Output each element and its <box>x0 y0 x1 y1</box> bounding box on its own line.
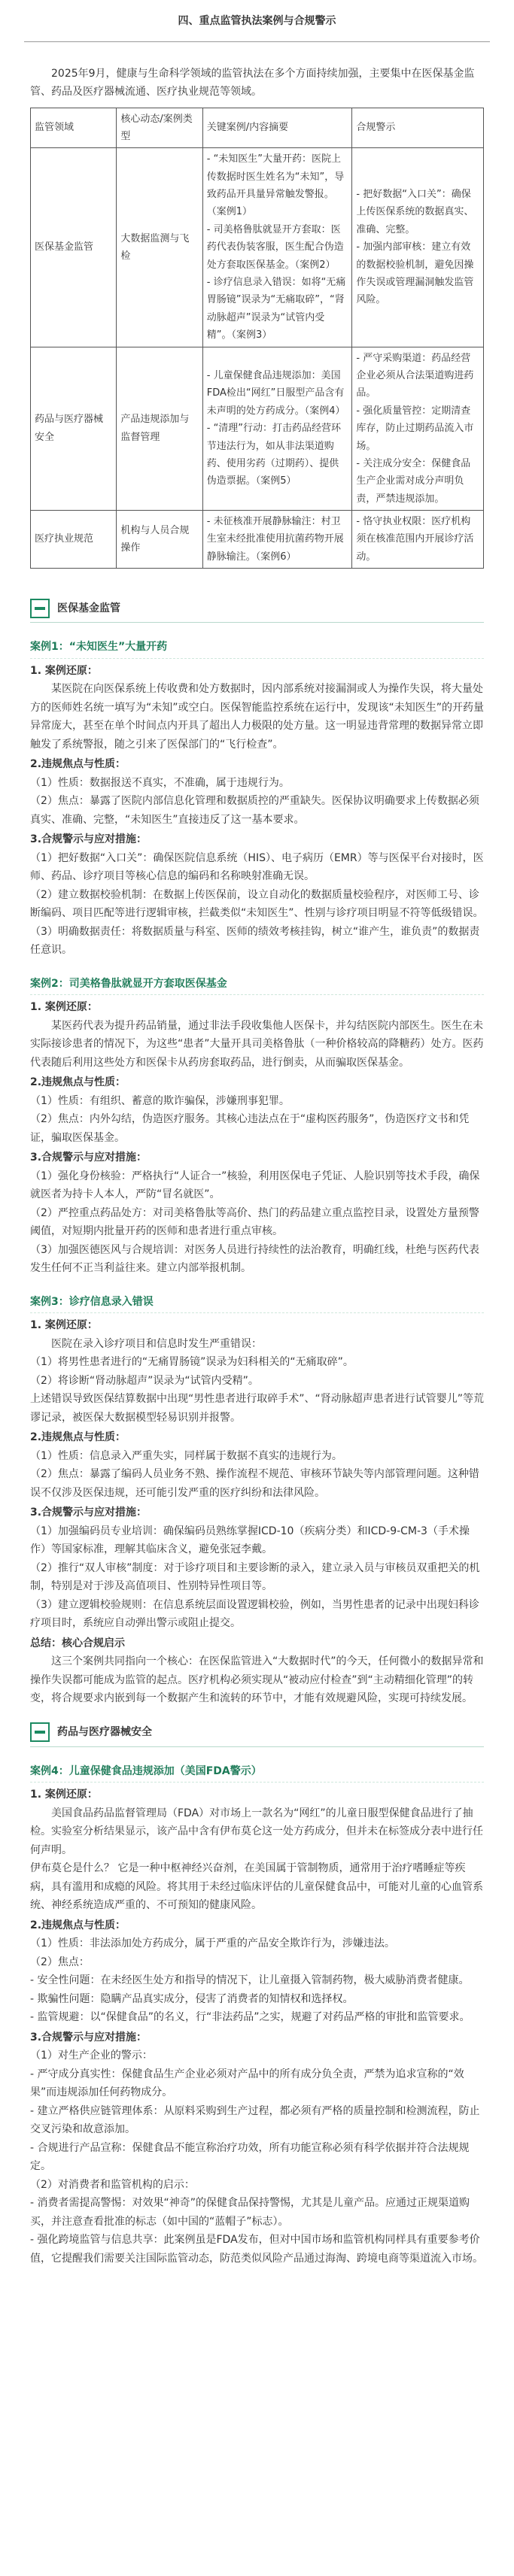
domain-cell-line: 医疗执业规范 <box>35 533 94 545</box>
subheading: 2.违规焦点与性质： <box>30 1076 126 1089</box>
summary-table <box>30 108 484 569</box>
text-line: （2）严控重点药品处方：对司美格鲁肽等高价、热门的药品建立重点监控目录，设置处方量预警阈值，对短期内批量开药的医师和患者进行重点审核。 <box>30 1206 479 1238</box>
text-line: （1）把好数据“入口关”：确保医院信息系统（HIS）、电子病历（EMR）等与医保平台对接时，医师、药品、诊疗项目等核心信息的编码和名称映射准确无误。 <box>30 851 484 883</box>
paragraph: 某医院在向医保系统上传收费和处方数据时，因内部系统对接漏洞或人为操作失误，将大量处方的医师姓名统一填写为“未知”或空白。医保智能监控系统在运行中，发现该“未知医生”的开药量异常庞大，甚至在单个时间点内开具了超出人力极限的处方量。这一明显违背常理的数据异常立即触发了系统警报，随之引来了医保部门的“飞行检查”。 <box>30 683 485 751</box>
warning-cell <box>352 148 484 347</box>
paragraph: 某医药代表为提升药品销量，通过非法手段收集他人医保卡，并勾结医院内部医生。医生在未实际接诊患者的情况下，为这些“患者”大量开具司美格鲁肽（一种价格较高的降糖药）处方。医药代表随后利用这些处方和医保卡从药房套取药品，进行倒卖，从而骗取医保基金。 <box>30 1019 484 1069</box>
table-row <box>31 347 484 511</box>
text-line: （1）强化身份核验：严格执行“人证合一”核验，利用医保电子凭证、人脸识别等技术手段，确保就医者为持卡人本人，严防“冒名就医”。 <box>30 1170 480 1201</box>
warning-cell-line: - 把好数据“入口关”：确保上传医保系统的数据真实、准确、完整。 <box>356 189 474 235</box>
text-line: - 强化跨境监管与信息共享：此案例虽是FDA发布，但对中国市场和监管机构同样具有重要参考价值，它提醒我们需要关注国际监管动态，防范类似风险产品通过海淘、跨境电商等渠道流入市场。 <box>30 2234 483 2265</box>
text-line: - 安全性问题：在未经医生处方和指导的情况下，让儿童摄入管制药物，极大威胁消费者健康。 <box>30 1974 470 1987</box>
subheading: 2.违规焦点与性质： <box>30 1431 126 1444</box>
text-line: - 监管规避：以“保健食品”的名义，行“非法药品”之实，规避了对药品严格的审批和监管要求。 <box>30 2011 470 2024</box>
section-heading <box>30 594 484 623</box>
case-title: 案例1：“未知医生”大量开药 <box>30 638 484 659</box>
paragraph: 这三个案例共同指向一个核心：在医保监管进入“大数据时代”的今天，任何微小的数据异常和操作失误都可能成为监管的起点。医疗机构必须实现从“被动应付检查”到“主动精细化管理”的转变，将合规要求内嵌到每一个数据产生和流转的环节中，才能有效规避风险，实现可持续发展。 <box>30 1655 484 1705</box>
subheading: 1. 案例还原： <box>30 1319 98 1332</box>
summary-cell-line: - “未知医生”大量开药：医院上传数据时医生姓名为“未知”，导致药品开具量异常触发警报。（案例1） <box>206 153 345 218</box>
summary-cell-line: - 儿童保健食品违规添加：美国FDA检出“网红”日服型产品含有未声明的处方药成分。（案例4） <box>206 369 345 417</box>
warning-cell-line: - 强化质量管控：定期清查库存，防止过期药品流入市场。 <box>356 405 474 452</box>
table-header-cell: 核心动态/案例类型 <box>117 108 202 148</box>
summary-cell-line: - “清理”行动：打击药品经营环节违法行为，如从非法渠道购药、使用劣药（过期药）、提供伪造票据。（案例5） <box>206 423 342 487</box>
text-line: - 建立严格供应链管理体系：从原料采购到生产过程，都必须有严格的质量控制和检测流程，防止交叉污染和故意添加。 <box>30 2104 480 2136</box>
subheading: 3.合规警示与应对措施： <box>30 1506 148 1519</box>
subheading: 1. 案例还原： <box>30 1789 98 1801</box>
text-line: （2）焦点： <box>30 1956 90 1968</box>
table-row <box>31 148 484 347</box>
type-cell-line: 产品违规添加与监督管理 <box>120 414 190 443</box>
table-header-cell: 关键案例/内容摘要 <box>202 108 352 148</box>
warning-cell-line: - 关注成分安全：保健食品生产企业需对成分声明负责，严禁违规添加。 <box>356 457 471 505</box>
text-line: （2）推行“双人审核”制度：对于诊疗项目和主要诊断的录入，建立录入员与审核员双重把关的机制，特别是对于涉及高值项目、性别特异性项目等。 <box>30 1561 480 1593</box>
text-line: - 合规进行产品宣称：保健食品不能宣称治疗功效，所有功能宣称必须有科学依据并符合法规规定。 <box>30 2141 470 2173</box>
paragraph: 美国食品药品监督管理局（FDA）对市场上一款名为“网红”的儿童日服型保健食品进行了抽检。实验室分析结果显示，该产品中含有伊布莫仑这一处方药成分，但并未在标签成分表中进行任何声明。 <box>30 1807 483 1856</box>
section-heading <box>30 1719 484 1747</box>
warning-cell <box>352 347 484 511</box>
subheading: 3.合规警示与应对措施： <box>30 833 148 846</box>
warning-cell <box>352 511 484 569</box>
subheading: 2.违规焦点与性质： <box>30 758 126 771</box>
text-line: （2）焦点：内外勾结，伪造医疗服务。其核心违法点在于“虚构医药服务”，伪造医疗文书和凭证，骗取医保基金。 <box>30 1113 470 1144</box>
warning-cell-line: - 严守采购渠道：药品经营企业必须从合法渠道购进药品。 <box>356 352 474 399</box>
subheading: 3.合规警示与应对措施： <box>30 2031 148 2044</box>
intro-paragraph: 2025年9月，健康与生命科学领域的监管执法在多个方面持续加强，主要集中在医保基金监管、药品及医疗器械流通、医疗执业规范等领域。 <box>30 67 475 98</box>
section-heading-text: 药品与医疗器械安全 <box>57 1726 152 1739</box>
summary-cell <box>202 347 352 511</box>
domain-cell-line: 医保基金监管 <box>35 241 94 253</box>
subheading: 1. 案例还原： <box>30 1001 98 1014</box>
summary-cell-line: - 诊疗信息录入错误：如将“无痛胃肠镜”误录为“无痛取碎”，“肾动脉超声”误录为“试管内受精”。（案例3） <box>206 277 346 341</box>
case-title: 案例3：诊疗信息录入错误 <box>30 1293 484 1314</box>
type-cell <box>117 511 202 569</box>
subheading: 1. 案例还原： <box>30 664 98 677</box>
text-line: （1）性质：非法添加处方药成分，属于严重的产品安全欺诈行为，涉嫌违法。 <box>30 1937 395 1950</box>
text-line: （3）加强医德医风与合规培训：对医务人员进行持续性的法治教育，明确红线，杜绝与医药代表发生任何不正当利益往来。建立内部举报机制。 <box>30 1243 479 1275</box>
document-title <box>24 0 490 42</box>
warning-cell-line: - 加强内部审核：建立有效的数据校验机制，避免因操作失误或管理漏洞触发监管风险。 <box>356 241 474 306</box>
text-line: （2）将诊断“肾动脉超声”误录为“试管内受精”。 <box>30 1374 259 1387</box>
text-line: （2）焦点：暴露了编码人员业务不熟、操作流程不规范、审核环节缺失等内部管理问题。这种错误不仅涉及医保违规，还可能引发严重的医疗纠纷和法律风险。 <box>30 1468 479 1499</box>
document-title-text: 四、重点监管执法案例与合规警示 <box>178 15 336 27</box>
type-cell-line: 大数据监测与飞检 <box>120 232 190 262</box>
summary-cell-line: - 司美格鲁肽就显开方套取：医药代表伪装客服，医生配合伪造处方套取医保基金。（案例2） <box>206 223 344 271</box>
text-line: （2）焦点：暴露了医院内部信息化管理和数据质控的严重缺失。医保协议明确要求上传数据必须真实、准确、完整，“未知医生”直接违反了这一基本要求。 <box>30 795 479 826</box>
case-title: 案例2：司美格鲁肽就显开方套取医保基金 <box>30 975 484 996</box>
text-line: （1）加强编码员专业培训：确保编码员熟练掌握ICD-10（疾病分类）和ICD-9-CM-3（手术操作）等国家标准，理解其临床含义，避免张冠李戴。 <box>30 1525 470 1556</box>
section-marker-bar <box>35 1731 45 1734</box>
text-line: 上述错误导致医保结算数据中出现“男性患者进行取碎手术”、“肾动脉超声患者进行试管婴儿”等荒谬记录，被医保大数据模型轻易识别并报警。 <box>30 1393 485 1424</box>
summary-cell-line: - 未征核准开展静脉输注：村卫生室未经批准使用抗菌药物开展静脉输注。（案例6） <box>206 516 344 563</box>
text-line: 伊布莫仑是什么？ 它是一种中枢神经兴奋剂，在美国属于管制物质，通常用于治疗嗜睡症等疾病，具有滥用和成瘾的风险。将其用于未经过临床评估的儿童保健食品中，可能对儿童的心血管系统、神经系统造成严重的、不可预知的健康风险。 <box>30 1862 483 1912</box>
table-header-cell: 监管领域 <box>31 108 117 148</box>
text-line: （1）将男性患者进行的“无痛胃肠镜”误录为妇科相关的“无痛取碎”。 <box>30 1356 354 1369</box>
table-header-row <box>31 108 484 148</box>
table-row <box>31 511 484 569</box>
text-line: - 严守成分真实性：保健食品生产企业必须对产品中的所有成分负全责，严禁为追求宣称的“效果”而违规添加任何药物成分。 <box>30 2068 464 2099</box>
text-line: （1）性质：有组织、蓄意的欺诈骗保，涉嫌刑事犯罪。 <box>30 1094 290 1107</box>
domain-cell <box>31 511 117 569</box>
domain-cell <box>31 148 117 347</box>
type-cell <box>117 347 202 511</box>
summary-cell <box>202 511 352 569</box>
section-marker-icon <box>30 599 50 618</box>
text-line: - 欺骗性问题：隐瞒产品真实成分，侵害了消费者的知情权和选择权。 <box>30 1992 354 2005</box>
subheading: 2.违规焦点与性质： <box>30 1919 126 1931</box>
text-line: （2）对消费者和监管机构的启示： <box>30 2178 195 2191</box>
subheading: 3.合规警示与应对措施： <box>30 1151 148 1164</box>
section-marker-icon <box>30 1722 50 1742</box>
text-line: （1）性质：信息录入严重失实，同样属于数据不真实的违规行为。 <box>30 1449 342 1462</box>
text-line: （1）性质：数据报送不真实，不准确，属于违规行为。 <box>30 776 290 789</box>
type-cell <box>117 148 202 347</box>
table-body <box>31 148 484 569</box>
text-line: - 消费者需提高警惕：对效果“神奇”的保健食品保持警惕，尤其是儿童产品。应通过正规渠道购买，并注意查看批准的标志（如中国的“蓝帽子”标志）。 <box>30 2197 470 2228</box>
type-cell-line: 机构与人员合规操作 <box>120 524 190 554</box>
section-marker-bar <box>35 607 45 610</box>
case-title: 案例4：儿童保健食品违规添加（美国FDA警示） <box>30 1762 484 1783</box>
summary-cell <box>202 148 352 347</box>
subheading: 总结：核心合规启示 <box>30 1637 125 1649</box>
text-line: （3）明确数据责任：将数据质量与科室、医师的绩效考核挂钩，树立“谁产生，谁负责”的数据责任意识。 <box>30 925 480 957</box>
section-heading-text: 医保基金监管 <box>57 602 120 614</box>
sections-container <box>30 594 484 2268</box>
domain-cell <box>31 347 117 511</box>
table-header-cell: 合规警示 <box>352 108 484 148</box>
paragraph: 医院在录入诊疗项目和信息时发生严重错误： <box>51 1337 262 1350</box>
warning-cell-line: - 恪守执业权限：医疗机构须在核准范围内开展诊疗活动。 <box>356 516 474 563</box>
text-line: （2）建立数据校验机制：在数据上传医保前，设立自动化的数据质量校验程序，对医师工号、诊断编码、项目匹配等进行逻辑审核，拦截类似“未知医生”、性别与诊疗项目明显不符等低级错误。 <box>30 888 484 920</box>
text-line: （1）对生产企业的警示： <box>30 2050 153 2062</box>
domain-cell-line: 药品与医疗器械安全 <box>35 414 104 443</box>
text-line: （3）建立逻辑校验规则：在信息系统层面设置逻辑校验，例如，当男性患者的记录中出现妇科诊疗项目时，系统应自动弹出警示或阻止提交。 <box>30 1598 479 1630</box>
